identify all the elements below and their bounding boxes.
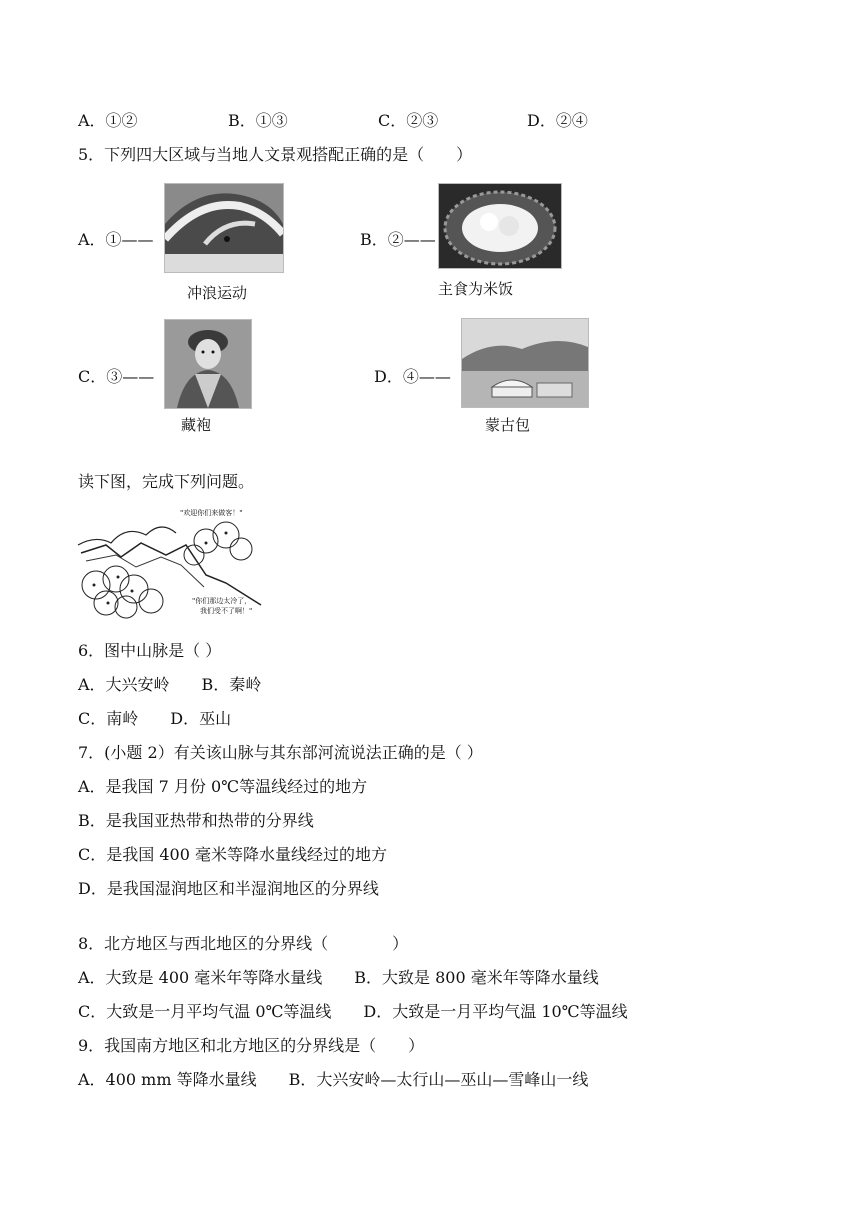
q5-option-b-label: B．②—— [360,230,436,249]
q5-option-c-label: C．③—— [78,367,155,386]
cartoon-bubble-bottom-2: 我们受不了啊！" [200,607,253,615]
q7-option-d: D．是我国湿润地区和半湿润地区的分界线 [78,879,379,898]
q5-caption-a: 冲浪运动 [187,284,248,302]
q9-options-line1: A．400 mm 等降水量线 B．大兴安岭—太行山—巫山—雪峰山一线 [78,1070,589,1089]
rice-bowl-photo [438,183,562,269]
mongolian-yurt-photo [461,318,589,408]
q6-stem: 6．图中山脉是（ ） [78,641,222,660]
tibetan-robe-photo [164,319,252,409]
cartoon-bubble-top: "欢迎你们来做客！" [180,509,243,517]
q5-option-a-label: A．①—— [78,230,154,249]
q8-stem: 8．北方地区与西北地区的分界线（ ） [78,934,409,953]
q7-option-a: A．是我国 7 月份 0℃等温线经过的地方 [78,777,368,796]
reading-intro: 读下图，完成下列问题。 [78,472,255,491]
surfing-photo [164,183,284,273]
q7-stem: 7．(小题 2）有关该山脉与其东部河流说法正确的是（ ） [78,743,483,762]
q6-options-line2: C．南岭 D．巫山 [78,709,232,728]
q4-option-b: B．①③ [228,111,288,130]
q4-option-d: D．②④ [527,111,588,130]
q5-stem: 5．下列四大区域与当地人文景观搭配正确的是（ ） [78,145,473,164]
q5-caption-b: 主食为米饭 [438,280,514,298]
q5-option-d-label: D．④—— [374,367,451,386]
q4-option-c: C．②③ [378,111,439,130]
q9-stem: 9．我国南方地区和北方地区的分界线是（ ） [78,1036,425,1055]
cartoon-bubble-bottom-1: "你们那边太冷了， [192,597,252,605]
q5-caption-d: 蒙古包 [485,416,531,434]
q8-options-line2: C．大致是一月平均气温 0℃等温线 D．大致是一月平均气温 10℃等温线 [78,1002,628,1021]
q5-caption-c: 藏袍 [181,416,212,434]
q6-options-line1: A．大兴安岭 B．秦岭 [78,675,262,694]
q7-option-c: C．是我国 400 毫米等降水量线经过的地方 [78,845,387,864]
q4-option-a: A．①② [78,111,138,130]
q7-option-b: B．是我国亚热带和热带的分界线 [78,811,314,830]
mountain-cartoon [76,505,266,623]
q8-options-line1: A．大致是 400 毫米年等降水量线 B．大致是 800 毫米年等降水量线 [78,968,599,987]
